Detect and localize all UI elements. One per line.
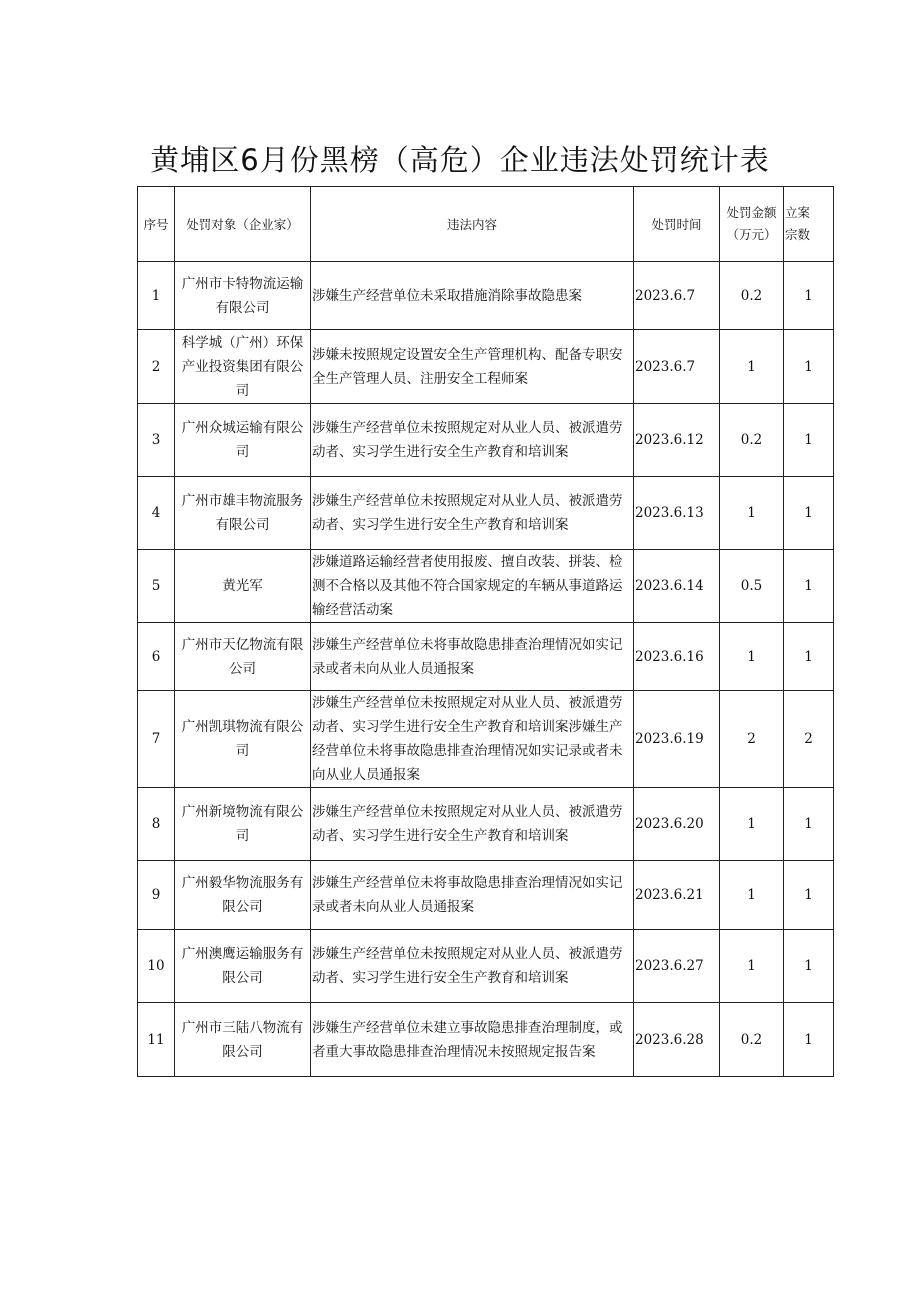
cell-no: 7	[138, 691, 175, 788]
cell-no: 9	[138, 861, 175, 930]
cell-date: 2023.6.27	[634, 930, 720, 1003]
cell-count: 1	[784, 788, 834, 861]
cell-count: 1	[784, 477, 834, 550]
cell-no: 6	[138, 623, 175, 691]
table-row	[138, 861, 834, 930]
cell-amount: 2	[720, 691, 784, 788]
header-count-line2: 宗数	[785, 227, 811, 242]
cell-object: 广州澳鹰运输服务有限公司	[175, 930, 311, 1003]
cell-content: 涉嫌生产经营单位未按照规定对从业人员、被派遣劳动者、实习学生进行安全生产教育和培训案	[311, 404, 634, 477]
cell-content: 涉嫌生产经营单位未建立事故隐患排查治理制度，或者重大事故隐患排查治理情况未按照规定报告案	[311, 1003, 634, 1077]
cell-no: 1	[138, 262, 175, 330]
table-row	[138, 262, 834, 330]
cell-object: 黄光军	[175, 550, 311, 623]
cell-date: 2023.6.21	[634, 861, 720, 930]
cell-object: 科学城（广州）环保产业投资集团有限公司	[175, 330, 311, 404]
table-row	[138, 477, 834, 550]
table-row	[138, 550, 834, 623]
cell-no: 11	[138, 1003, 175, 1077]
cell-object: 广州毅华物流服务有限公司	[175, 861, 311, 930]
cell-content: 涉嫌生产经营单位未按照规定对从业人员、被派遣劳动者、实习学生进行安全生产教育和培训案涉嫌生产经营单位未将事故隐患排查治理情况如实记录或者未向从业人员通报案	[311, 691, 634, 788]
table-header-row	[138, 187, 834, 262]
header-object: 处罚对象（企业家）	[175, 187, 311, 262]
table-row	[138, 1003, 834, 1077]
cell-content: 涉嫌道路运输经营者使用报废、擅自改装、拼装、检测不合格以及其他不符合国家规定的车辆从事道路运输经营活动案	[311, 550, 634, 623]
table-row	[138, 330, 834, 404]
cell-date: 2023.6.12	[634, 404, 720, 477]
header-count-line1: 立案	[785, 205, 811, 220]
cell-count: 1	[784, 330, 834, 404]
cell-content: 涉嫌生产经营单位未将事故隐患排查治理情况如实记录或者未向从业人员通报案	[311, 623, 634, 691]
cell-count: 1	[784, 930, 834, 1003]
cell-object: 广州新境物流有限公司	[175, 788, 311, 861]
header-date: 处罚时间	[634, 187, 720, 262]
cell-object: 广州市卡特物流运输有限公司	[175, 262, 311, 330]
cell-content: 涉嫌生产经营单位未按照规定对从业人员、被派遣劳动者、实习学生进行安全生产教育和培训案	[311, 477, 634, 550]
header-amount-line2: （万元）	[726, 227, 777, 242]
cell-count: 1	[784, 550, 834, 623]
table-row	[138, 404, 834, 477]
cell-date: 2023.6.14	[634, 550, 720, 623]
cell-amount: 1	[720, 330, 784, 404]
cell-date: 2023.6.7	[634, 330, 720, 404]
cell-date: 2023.6.16	[634, 623, 720, 691]
cell-no: 8	[138, 788, 175, 861]
cell-date: 2023.6.28	[634, 1003, 720, 1077]
cell-content: 涉嫌生产经营单位未按照规定对从业人员、被派遣劳动者、实习学生进行安全生产教育和培训案	[311, 930, 634, 1003]
header-no: 序号	[138, 187, 175, 262]
header-amount	[720, 187, 784, 262]
cell-amount: 1	[720, 477, 784, 550]
cell-amount: 0.2	[720, 1003, 784, 1077]
cell-no: 3	[138, 404, 175, 477]
cell-amount: 1	[720, 623, 784, 691]
cell-object: 广州市三陆八物流有限公司	[175, 1003, 311, 1077]
cell-content: 涉嫌生产经营单位未按照规定对从业人员、被派遣劳动者、实习学生进行安全生产教育和培训案	[311, 788, 634, 861]
cell-no: 10	[138, 930, 175, 1003]
table-row	[138, 623, 834, 691]
cell-object: 广州凯琪物流有限公司	[175, 691, 311, 788]
penalty-table	[137, 186, 834, 1077]
cell-date: 2023.6.7	[634, 262, 720, 330]
cell-object: 广州市雄丰物流服务有限公司	[175, 477, 311, 550]
cell-content: 涉嫌生产经营单位未将事故隐患排查治理情况如实记录或者未向从业人员通报案	[311, 861, 634, 930]
header-amount-line1: 处罚金额	[726, 205, 777, 220]
cell-amount: 0.5	[720, 550, 784, 623]
cell-count: 2	[784, 691, 834, 788]
cell-count: 1	[784, 1003, 834, 1077]
table-row	[138, 788, 834, 861]
cell-count: 1	[784, 861, 834, 930]
table-row	[138, 691, 834, 788]
cell-object: 广州市天亿物流有限公司	[175, 623, 311, 691]
cell-amount: 0.2	[720, 404, 784, 477]
cell-count: 1	[784, 623, 834, 691]
cell-amount: 1	[720, 930, 784, 1003]
document-title: 黄埔区6月份黑榜（高危）企业违法处罚统计表	[150, 143, 770, 177]
cell-no: 4	[138, 477, 175, 550]
cell-date: 2023.6.19	[634, 691, 720, 788]
cell-amount: 1	[720, 788, 784, 861]
cell-count: 1	[784, 404, 834, 477]
cell-amount: 1	[720, 861, 784, 930]
cell-no: 2	[138, 330, 175, 404]
table-body	[138, 262, 834, 1077]
cell-amount: 0.2	[720, 262, 784, 330]
cell-content: 涉嫌未按照规定设置安全生产管理机构、配备专职安全生产管理人员、注册安全工程师案	[311, 330, 634, 404]
cell-content: 涉嫌生产经营单位未采取措施消除事故隐患案	[311, 262, 634, 330]
cell-object: 广州众城运输有限公司	[175, 404, 311, 477]
cell-count: 1	[784, 262, 834, 330]
cell-date: 2023.6.13	[634, 477, 720, 550]
header-content: 违法内容	[311, 187, 634, 262]
header-count	[784, 187, 834, 262]
cell-no: 5	[138, 550, 175, 623]
table-row	[138, 930, 834, 1003]
cell-date: 2023.6.20	[634, 788, 720, 861]
